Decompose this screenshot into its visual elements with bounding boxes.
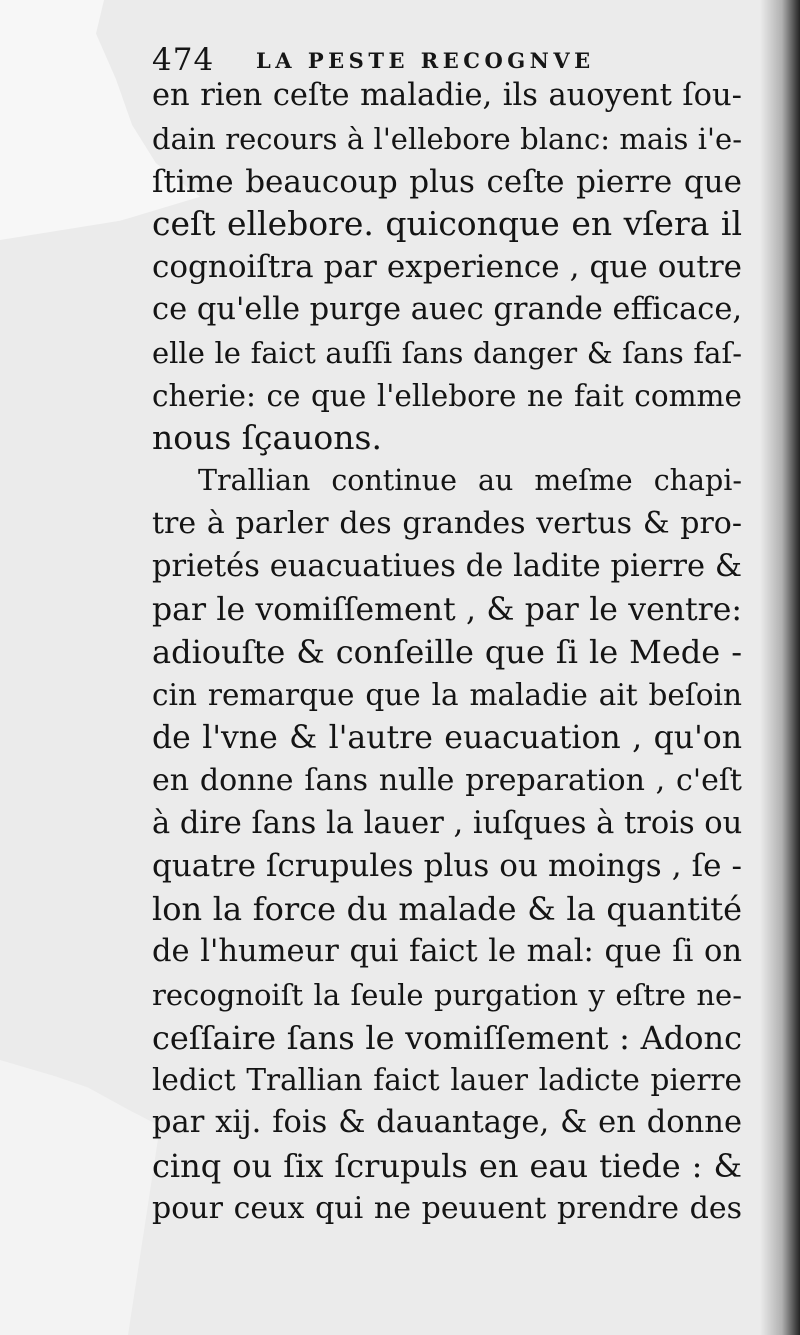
text-line: tre à parler des grandes vertus & pro- (152, 505, 742, 541)
text-line: en donne ſans nulle preparation , c'eſt (152, 762, 742, 798)
text-line: adiouſte & conſeille que ſi le Mede - (152, 633, 742, 672)
text-line: ceſt ellebore. quiconque en vſera il (152, 204, 742, 244)
text-line: de l'vne & l'autre euacuation , qu'on (152, 719, 742, 756)
text-line: ledict Trallian faict lauer ladicte pierre (152, 1063, 742, 1098)
text-line: cherie: ce que l'ellebore ne fait comme (152, 378, 742, 413)
running-head: LA PESTE RECOGNVE (256, 48, 595, 73)
text-line: nous ſçauons. (152, 418, 382, 458)
text-line: cin remarque que la maladie ait beſoin (152, 678, 742, 713)
page-gutter-shadow (760, 0, 800, 1335)
text-line: dain recours à l'ellebore blanc: mais i'e- (152, 121, 742, 156)
text-line: cinq ou ſix ſcrupuls en eau tiede : & (152, 1146, 742, 1185)
text-line: lon la force du malade & la quantité (152, 890, 742, 929)
paragraph-start-line: Trallian continue au meſme chapi- (198, 464, 742, 498)
text-line: pour ceux qui ne peuuent prendre des (152, 1190, 742, 1226)
text-line: en rien ceſte maladie, ils auoyent ſou- (152, 78, 742, 113)
torn-edge (0, 1060, 160, 1335)
text-line: prietés euacuatiues de ladite pierre & (152, 548, 742, 584)
text-line: par le vomiſſement , & par le ventre: (152, 591, 742, 628)
text-line: à dire ſans la lauer , iuſques à trois ou (152, 805, 743, 841)
page-number: 474 (152, 42, 215, 78)
text-line: cognoiſtra par experience , que outre (152, 249, 742, 286)
text-line: recognoiſt la ſeule purgation y eſtre ne- (152, 977, 742, 1012)
text-line: ce qu'elle purge auec grande efficace, (152, 291, 743, 327)
text-line: ceſſaire ſans le vomiſſement : Adonc (152, 1018, 742, 1057)
text-line: de l'humeur qui faict le mal: que ſi on (152, 933, 742, 969)
body-text (152, 75, 742, 1231)
text-line: ſtime beaucoup plus ceſte pierre que (152, 163, 742, 200)
text-line: quatre ſcrupules plus ou moings , ſe - (152, 848, 742, 885)
text-line: elle le faict auſſi ſans danger & ſans faſ- (152, 335, 742, 370)
text-line: par xij. fois & dauantage, & en donne (152, 1105, 742, 1141)
